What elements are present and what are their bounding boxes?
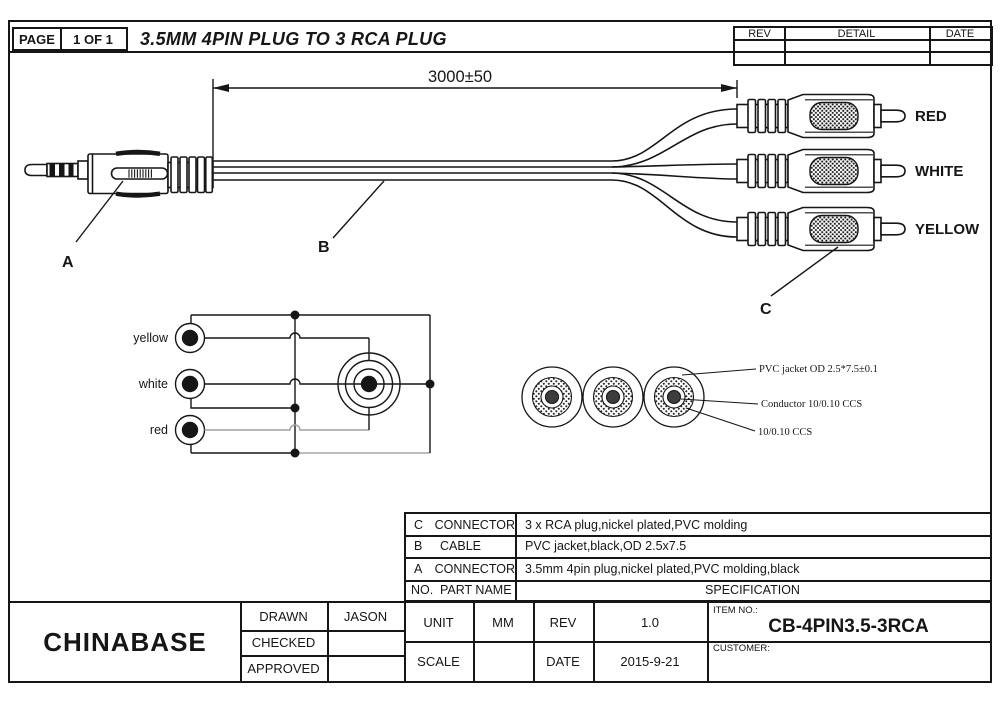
rca-plug-white-drawing (737, 150, 905, 193)
company-name: CHINABASE (43, 626, 207, 657)
cable-drawing (213, 109, 737, 237)
dimension-arrow-left (213, 84, 229, 92)
date-col-header: DATE (945, 27, 975, 40)
part-no-a: A (414, 561, 423, 576)
page-value: 1 OF 1 (73, 31, 113, 47)
callout-b: B (318, 239, 330, 256)
schematic-label-white: white (138, 377, 168, 391)
checked-label: CHECKED (251, 635, 316, 650)
part-row-c (406, 514, 515, 535)
approved-label: APPROVED (247, 660, 320, 676)
rca-label-white: WHITE (915, 163, 964, 180)
callout-c: C (760, 301, 772, 318)
spec-footer-spec: SPECIFICATION (705, 582, 800, 597)
rev-value: 1.0 (640, 614, 660, 630)
drawing-title: 3.5MM 4PIN PLUG TO 3 RCA PLUG (140, 29, 447, 49)
drawn-value: JASON (343, 609, 388, 624)
part-spec-a: 3.5mm 4pin plug,nickel plated,PVC molding,black (525, 561, 800, 576)
unit-value: MM (492, 614, 514, 630)
date-label: DATE (546, 653, 580, 669)
jack-tip (25, 165, 47, 176)
part-no-c: C (414, 517, 424, 532)
part-row-b (406, 535, 515, 557)
schematic-label-red: red (149, 423, 168, 437)
item-no-label: ITEM NO.: (713, 605, 758, 616)
customer-label: CUSTOMER: (713, 643, 770, 654)
rca-plug-yellow-drawing (737, 208, 905, 251)
rca-label-yellow: YELLOW (915, 221, 980, 238)
part-name-c: CONNECTOR (434, 517, 515, 532)
customer-cell (707, 641, 990, 681)
date-value: 2015-9-21 (620, 653, 680, 669)
rev-label: REV (549, 614, 577, 630)
part-name-a: CONNECTOR (434, 561, 515, 576)
callout-b-leader (333, 181, 384, 238)
jack-collar (78, 161, 88, 179)
title-block (8, 601, 992, 683)
part-spec-c: 3 x RCA plug,nickel plated,PVC molding (525, 517, 748, 532)
wiring-schematic (133, 311, 434, 458)
rca-plug-red-drawing (737, 95, 905, 138)
schematic-label-yellow: yellow (133, 331, 168, 345)
spec-footer-left (406, 580, 515, 599)
parts-spec-table (404, 512, 992, 602)
callout-c-leader (771, 247, 838, 296)
spec-footer-part: PART NAME (440, 582, 512, 597)
cable-cross-section (522, 367, 758, 431)
page-label: PAGE (19, 31, 55, 47)
approved-value (327, 655, 404, 681)
dimension-3000 (213, 79, 737, 161)
rca-label-red: RED (915, 108, 947, 125)
item-no-cell (707, 603, 990, 641)
item-no-value: CB-4PIN3.5-3RCA (768, 616, 929, 637)
part-no-b: B (414, 539, 423, 553)
scale-label: SCALE (417, 653, 460, 669)
unit-label: UNIT (423, 614, 454, 630)
jack-body-slot (112, 168, 168, 179)
part-spec-b: PVC jacket,black,OD 2.5x7.5 (525, 539, 687, 553)
drawn-label: DRAWN (259, 609, 308, 624)
jacket-leader (682, 369, 756, 375)
dimension-text: 3000±50 (427, 68, 493, 86)
spec-footer-no: NO. (411, 582, 434, 597)
shield-note: 10/0.10 CCS (758, 427, 813, 438)
checked-value (327, 630, 404, 655)
dimension-arrow-right (721, 84, 737, 92)
part-row-a (406, 557, 515, 580)
shield-leader (686, 408, 755, 431)
callout-a: A (62, 254, 74, 271)
detail-col-header: DETAIL (837, 27, 876, 40)
jacket-note: PVC jacket OD 2.5*7.5±0.1 (759, 364, 878, 375)
part-name-b: CABLE (440, 539, 481, 553)
scale-value (473, 641, 533, 681)
conductor-note: Conductor 10/0.10 CCS (761, 399, 863, 410)
rev-col-header: REV (748, 27, 771, 40)
jack-35mm-plug-drawing (25, 152, 213, 196)
